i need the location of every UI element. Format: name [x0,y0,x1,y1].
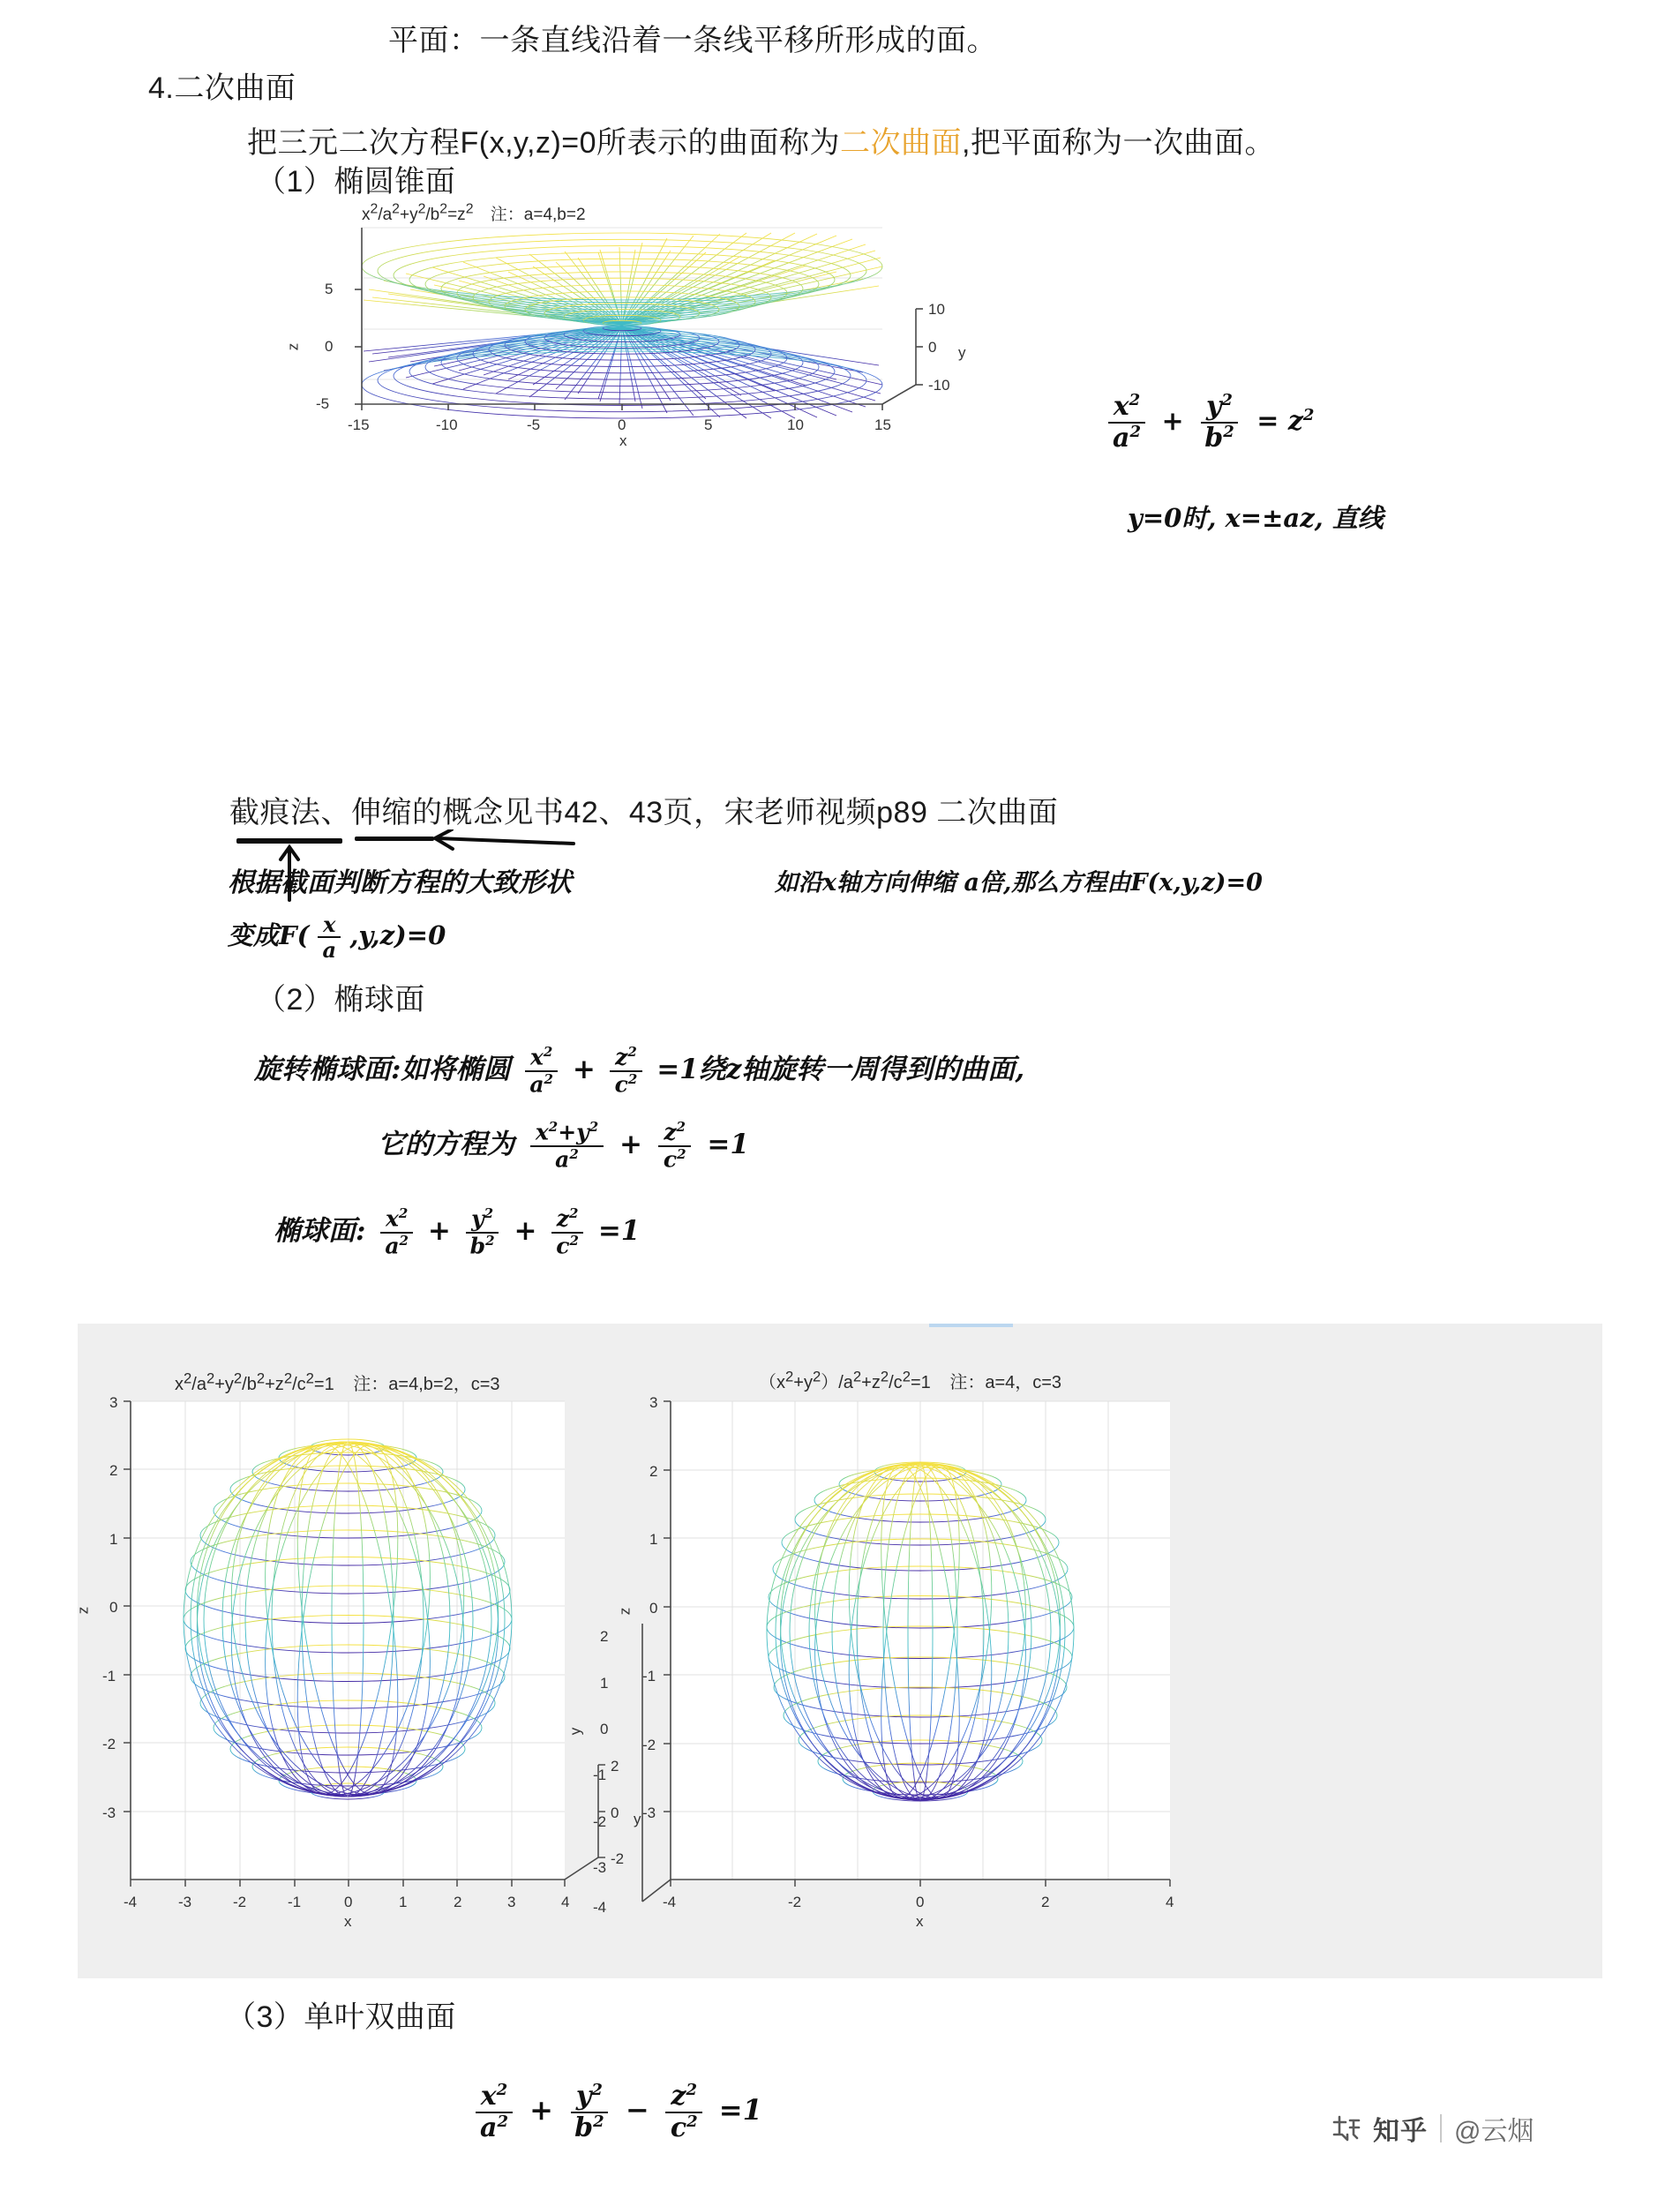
definition-line [247,118,1275,161]
chart-revolution-ztick-0: 0 [649,1600,658,1617]
chart-ellipsoid-ztick-3: 3 [109,1394,118,1411]
handwriting-note-right-1: 如沿x轴方向伸缩 a倍,那么方程由F(x,y,z)=0 [775,869,1263,897]
chart-revolution-xtick-2: 2 [1041,1894,1050,1910]
chart-ellipsoid-xtick--4: -4 [124,1894,138,1910]
chart-cone-xtick-10: 10 [787,416,804,433]
charts-band [74,1324,1602,1978]
chart-ellipsoid-xtick-1: 1 [399,1894,408,1910]
chart-revolution-title: $(x^2+y^2)/a^2+z^2/c^2=1$ 注：a=4，c=3 [759,1368,1062,1392]
chart-ellipsoid-ztick-2: 2 [109,1462,118,1479]
chart-cone-ytick-10: 10 [928,301,945,318]
handwriting-ellipsoid-line2: 它的方程为 $\frac{x^2+y^2}{a^2}$ + $\frac{z^2}{c^2}$ =1 [378,1119,749,1172]
hw-cone-den-a: $a^2$ [1113,422,1141,454]
chart-ellipsoid-zaxis-label: z [74,1606,92,1615]
hw-cone-num-y: $y^2$ [1201,393,1238,424]
handwriting-cone-equation: $\frac{x^2}{a^2}$ + $\frac{y^2}{b^2}$ = $z^2$ [1107,393,1314,452]
chart-revolution-ztick--1: -1 [642,1668,656,1685]
definition-highlight: 二次曲面 [840,126,963,160]
charts-band-canvas [78,1324,1602,1978]
handwriting-ellipsoid-line1: 旋转椭球面:如将椭圆 $\frac{x^2}{a^2}$ + $\frac{z^2}{c^2}$ =1绕z轴旋转一周得到的曲面, [254,1044,1025,1097]
watermark-logo-text: 知乎 [1373,2117,1428,2146]
chart-cone-ytick--10: -10 [928,377,950,394]
chart-revolution-zaxis-label: z [616,1607,634,1616]
chart-ellipsoid-ytick--2: -2 [611,1850,625,1867]
chart-ellipsoid-xtick-3: 3 [507,1894,516,1910]
chart-ellipsoid-xaxis-label: x [344,1913,352,1930]
chart-revolution-ytick--4: -4 [593,1899,607,1916]
chart-revolution-yaxis-label: y [566,1727,584,1736]
chart-revolution-ytick-2: 2 [600,1628,609,1645]
chart-cone-title: $x^2/a^2+y^2/b^2=z^2$ 注：a=4,b=2 [362,201,586,224]
chart-cone-xtick--5: -5 [527,416,541,433]
watermark-divider [1440,2114,1442,2142]
chart-revolution-ztick-3: 3 [649,1394,658,1411]
handwriting-hyperboloid-equation: $\frac{x^2}{a^2}$ + $\frac{y^2}{b^2}$ − $\frac{z^2}{c^2}$ =1 [475,2082,762,2142]
chart-ellipsoid-ztick--3: -3 [102,1805,116,1821]
item-label-3: （3）单叶双曲面 [226,2000,456,2034]
chart-cone-xtick--10: -10 [436,416,458,433]
chart-ellipsoid-xtick--2: -2 [233,1894,247,1910]
chart-ellipsoid-ytick-2: 2 [611,1758,619,1775]
watermark [1331,2109,1534,2148]
chart-ellipsoid-xtick-2: 2 [454,1894,462,1910]
hw-ell-l2b: =1 [707,1129,749,1161]
definition-after: ,把平面称为一次曲面。 [962,126,1275,160]
hw-ell-l1b: =1绕z轴旋转一周得到的曲面, [656,1054,1025,1086]
chart-ellipsoid-ztick-0: 0 [109,1599,118,1616]
chart-ellipsoid-yaxis-label: y [634,1811,641,1827]
handwriting-note-right-2: 变成F( $\frac{x}{a}$ ,y,z)=0 [228,912,446,964]
chart-revolution-xtick-4: 4 [1166,1894,1174,1910]
chart-revolution-xtick--4: -4 [663,1894,677,1910]
chart-cone [265,201,997,450]
chart-cone-ztick-0: 0 [325,338,334,355]
chart-ellipsoid-xtick-0: 0 [344,1894,353,1910]
definition-before: 把三元二次方程F(x,y,z)=0所表示的曲面称为 [247,126,841,160]
chart-ellipsoid-xtick-4: 4 [561,1894,570,1910]
chart-revolution-ytick-1: 1 [600,1675,609,1692]
chart-ellipsoid-ytick-0: 0 [611,1805,619,1821]
chart-ellipsoid-ztick-1: 1 [109,1531,118,1548]
hw-ell-l3a: 椭球面: [274,1215,366,1248]
chart-cone-canvas [265,212,997,450]
chart-ellipsoid-xtick--3: -3 [178,1894,192,1910]
hw-ell-l1a: 旋转椭球面:如将椭圆 [254,1054,511,1086]
chart-cone-zaxis-label: z [284,342,302,351]
chart-revolution-ytick--3: -3 [593,1859,607,1876]
chart-revolution-ytick--2: -2 [593,1813,607,1830]
chart-cone-ztick-5: 5 [325,281,334,297]
chart-revolution-ytick-0: 0 [600,1721,609,1737]
chart-revolution-ytick--1: -1 [593,1767,607,1783]
hw-ell-l2a: 它的方程为 [378,1129,514,1161]
chart-revolution-xtick--2: -2 [788,1894,802,1910]
hw-cone-rhs: = z [1256,405,1303,437]
chart-cone-yaxis-label: y [958,344,966,361]
chart-ellipsoid-xtick--1: -1 [288,1894,302,1910]
reference-note-line: 截痕法、伸缩的概念见书42、43页，宋老师视频p89 二次曲面 [229,796,1059,829]
chart-cone-ytick-0: 0 [928,339,937,356]
chart-revolution-ztick-1: 1 [649,1531,658,1548]
handwriting-ellipsoid-line3: 椭球面: $\frac{x^2}{a^2}$ + $\frac{y^2}{b^2}$ + $\frac{z^2}{c^2}$ =1 [274,1205,641,1258]
hw-cone-den-b: $b^2$ [1204,422,1234,454]
section-title: 4.二次曲面 [148,71,296,105]
zhihu-logo-icon [1331,2113,1361,2143]
chart-revolution-ztick--2: -2 [642,1737,656,1753]
hw-ell-l3b: =1 [597,1215,641,1248]
chart-cone-xaxis-label: x [619,432,627,449]
hw-cone-num-x: $x^2$ [1108,393,1145,424]
chart-revolution-xtick-0: 0 [916,1894,925,1910]
hw-hyp-rhs: =1 [718,2093,762,2127]
watermark-handle: @云烟 [1454,2117,1534,2146]
page-header-line: 平面：一条直线沿着一条线平移所形成的面。 [388,24,997,57]
chart-cone-xtick-0: 0 [618,416,626,433]
chart-ellipsoid-ztick--2: -2 [102,1736,116,1752]
chart-revolution-ztick--3: -3 [642,1805,656,1821]
chart-cone-xtick-15: 15 [874,416,891,433]
chart-revolution-xaxis-label: x [916,1913,924,1930]
item-label-2: （2）椭球面 [256,983,425,1017]
chart-cone-xtick-5: 5 [704,416,713,433]
chart-ellipsoid-ztick--1: -1 [102,1668,116,1685]
chart-cone-xtick--15: -15 [348,416,370,433]
item-label-1: （1）椭圆锥面 [256,165,456,199]
chart-ellipsoid-title: $x^2/a^2+y^2/b^2+z^2/c^2=1$ 注：a=4,b=2，c=3 [175,1369,500,1394]
handwriting-note-left: 根据截面判断方程的大致形状 [228,867,572,898]
chart-cone-ztick--5: -5 [316,395,330,412]
handwriting-cone-note: y=0时, x=±az, 直线 [1128,503,1384,533]
chart-revolution-ztick-2: 2 [649,1463,658,1480]
